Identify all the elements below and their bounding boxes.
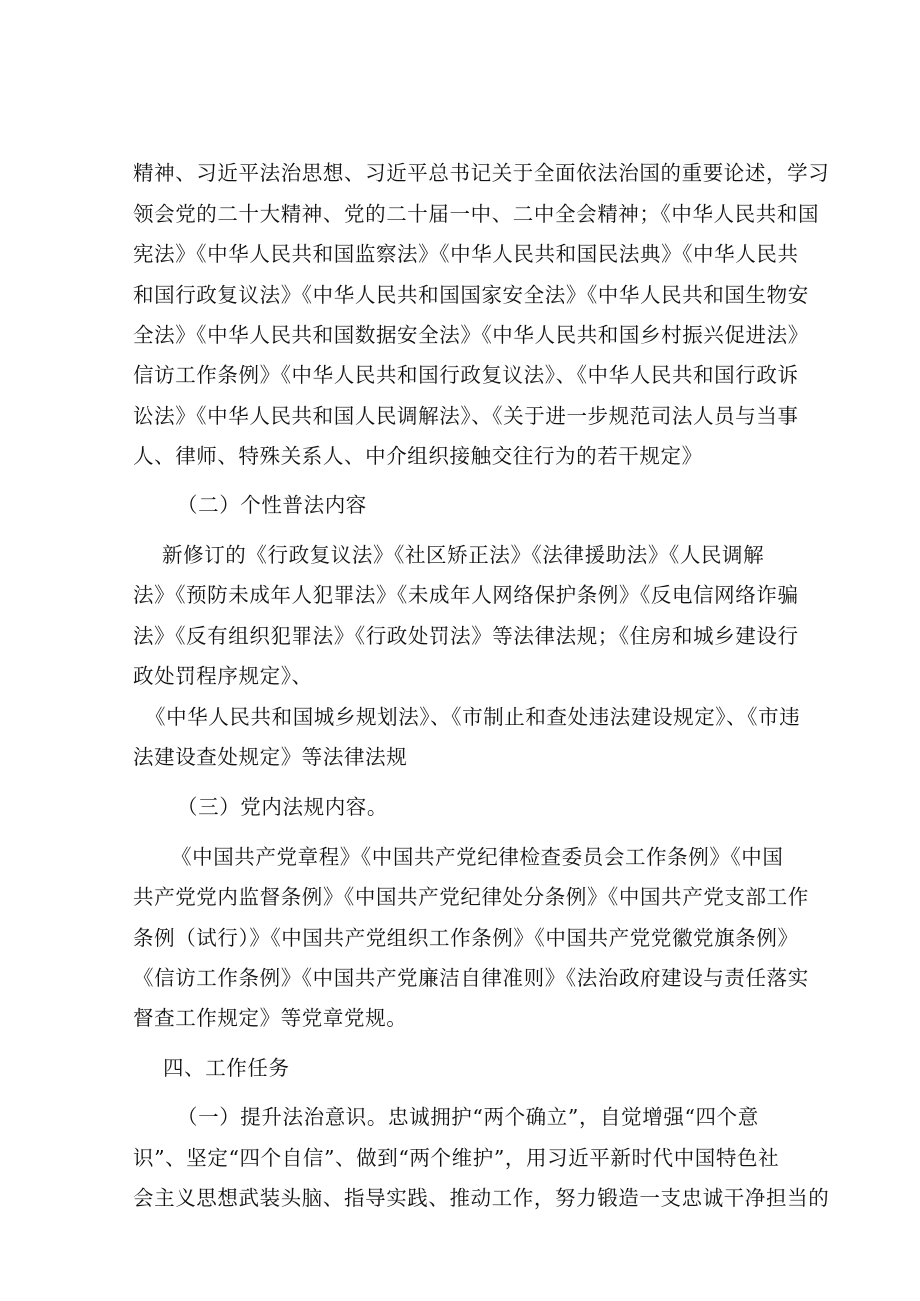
section-heading-personalized: （二）个性普法内容 (177, 493, 367, 517)
text-line: （一）提升法治意识。忠诚拥护“两个确立”，自觉增强“四个意 (177, 1105, 759, 1129)
text-line: 法建设查处规定》等法律法规 (133, 745, 408, 769)
text-line: 共产党党内监督条例》《中国共产党纪律处分条例》《中国共产党支部工作 (133, 885, 809, 909)
text-line: 《信访工作条例》《中国共产党廉洁自律准则》《法治政府建设与责任落实 (133, 966, 809, 990)
section-heading-tasks: 四、工作任务 (163, 1056, 290, 1080)
text-line: 条例（试行）》《中国共产党组织工作条例》《中国共产党党徽党旗条例》 (133, 926, 799, 950)
text-line: 全法》《中华人民共和国数据安全法》《中华人民共和国乡村振兴促进法》 (133, 323, 809, 347)
text-line: 人、律师、特殊关系人、中介组织接触交往行为的若干规定》 (133, 444, 703, 468)
text-line: 政处罚程序规定》、 (133, 664, 313, 688)
text-line: 《中华人民共和国城乡规划法》、《市制止和查处违法建设规定》、《市违 (145, 705, 801, 729)
text-line: 识”、坚定“四个自信”、做到“两个维护”，用习近平新时代中国特色社 (133, 1146, 780, 1170)
text-line: 和国行政复议法》《中华人民共和国国家安全法》《中华人民共和国生物安 (133, 283, 809, 307)
text-line: 会主义思想武装头脑、指导实践、推动工作，努力锻造一支忠诚干净担当的 (133, 1186, 830, 1210)
text-line: 新修订的《行政复议法》《社区矫正法》《法律援助法》《人民调解 (162, 543, 765, 567)
text-line: 法》《预防未成年人犯罪法》《未成年人网络保护条例》《反电信网络诈骗 (133, 583, 799, 607)
text-line: 领会党的二十大精神、党的二十届一中、二中全会精神；《中华人民共和国 (133, 202, 820, 226)
text-line: 宪法》《中华人民共和国监察法》《中华人民共和国民法典》《中华人民共 (133, 242, 799, 266)
text-line: 《中国共产党章程》《中国共产党纪律检查委员会工作条例》《中国 (171, 845, 784, 869)
text-line: 督查工作规定》等党章党规。 (133, 1006, 408, 1030)
text-line: 法》《反有组织犯罪法》《行政处罚法》等法律法规；《住房和城乡建设行 (133, 624, 799, 648)
text-line: 信访工作条例》《中华人民共和国行政复议法》、《中华人民共和国行政诉 (133, 363, 799, 387)
section-heading-party: （三）党内法规内容。 (177, 795, 388, 819)
text-line: 讼法》《中华人民共和国人民调解法》、《关于进一步规范司法人员与当事 (133, 404, 799, 428)
text-line: 精神、习近平法治思想、习近平总书记关于全面依法治国的重要论述，学习 (133, 161, 830, 185)
